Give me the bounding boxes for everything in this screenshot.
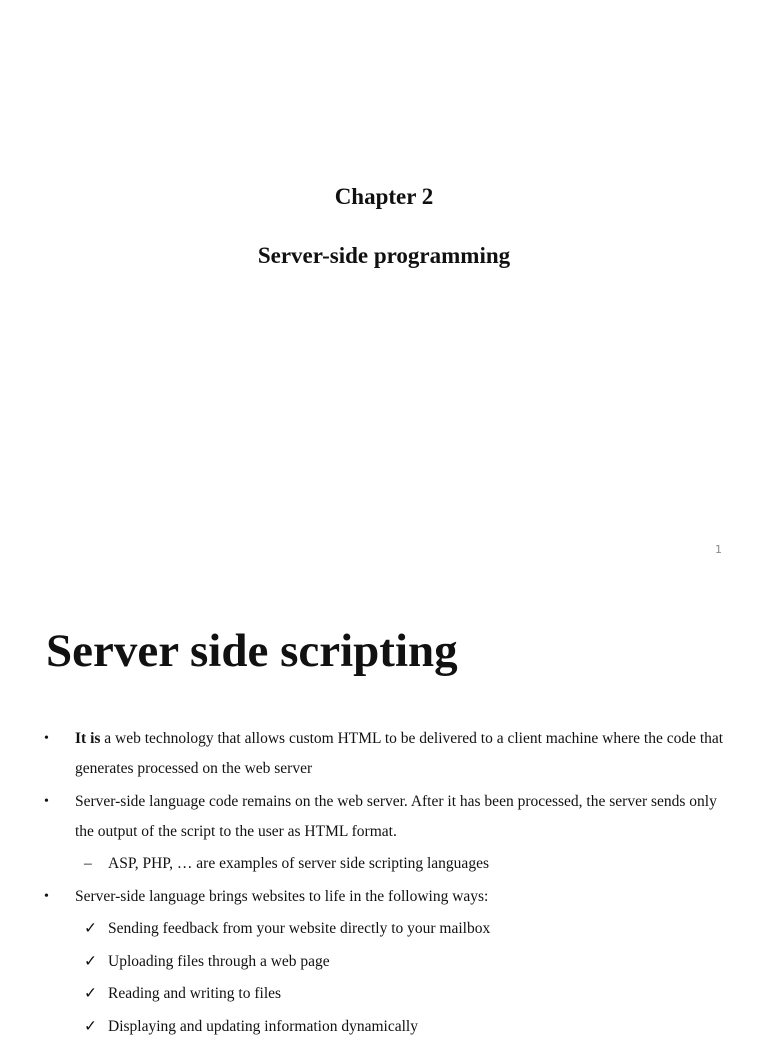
bullet-text: Server-side language code remains on the web server. After it has been processed, the server sends only the output of the script to the user as HTML format. <box>75 792 717 840</box>
check-item <box>0 947 768 977</box>
dash-icon: – <box>84 855 92 872</box>
bullet-text: a web technology that allows custom HTML to be delivered to a client machine where the code that generates processed on the web server <box>75 730 724 777</box>
checkmark-icon: ✓ <box>84 1017 97 1035</box>
check-item <box>0 1012 768 1042</box>
bullet-icon: • <box>44 731 49 746</box>
slide-2 <box>0 580 768 1035</box>
chapter-subtitle: Server-side programming <box>257 243 511 268</box>
bullet-text: Reading and writing to files <box>108 985 282 1002</box>
bullet-lead-text: It is <box>75 730 101 747</box>
bullet-text: ASP, PHP, … are examples of server side scripting languages <box>108 855 489 872</box>
bullet-text: Sending feedback from your website directly to your mailbox <box>108 920 491 937</box>
chapter-heading: Chapter 2 <box>334 184 434 209</box>
slide-title: Server side scripting <box>46 625 458 677</box>
checkmark-icon: ✓ <box>84 985 97 1002</box>
bullet-item <box>0 724 768 784</box>
bullet-item <box>0 882 768 912</box>
bullet-icon: • <box>44 793 49 809</box>
check-item <box>0 979 768 1009</box>
bullet-list <box>0 724 768 1044</box>
bullet-text: Uploading files through a web page <box>108 952 330 970</box>
bullet-text: Server-side language brings websites to life in the following ways: <box>75 887 489 905</box>
check-item <box>0 914 768 944</box>
page-number: 1 <box>715 543 722 556</box>
checkmark-icon: ✓ <box>84 920 97 937</box>
bullet-item <box>0 787 768 847</box>
checkmark-icon: ✓ <box>84 952 97 970</box>
bullet-icon: • <box>44 888 49 904</box>
bullet-text: Displaying and updating information dynamically <box>108 1017 418 1035</box>
sub-bullet-item <box>0 849 768 879</box>
